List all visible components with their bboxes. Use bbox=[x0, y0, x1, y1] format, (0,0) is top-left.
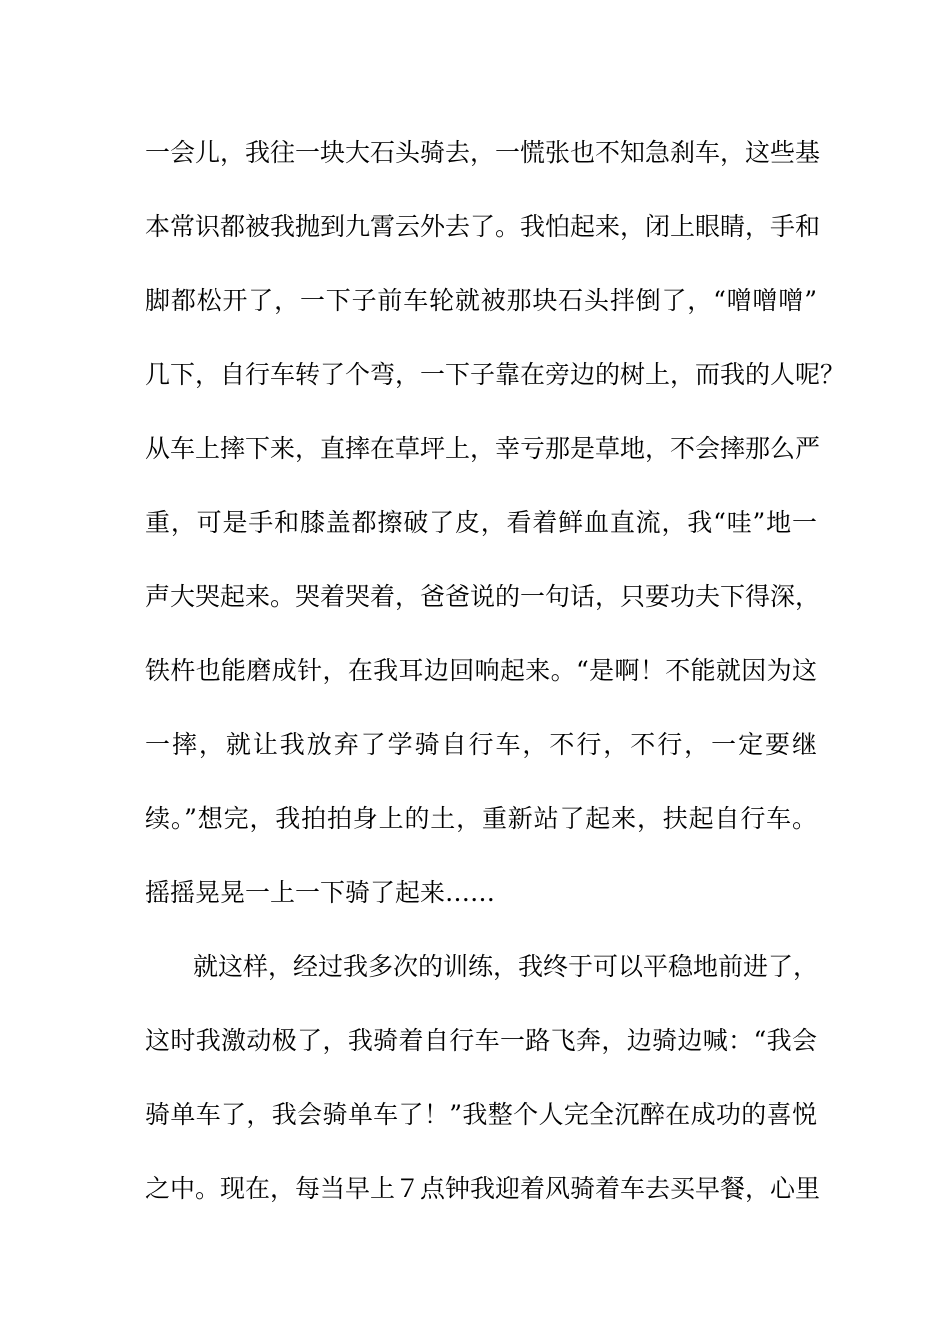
text-line: 一摔，就让我放弃了学骑自行车，不行，不行，一定要继 bbox=[145, 730, 817, 759]
text-line: 重，可是手和膝盖都擦破了皮，看着鲜血直流，我“哇”地一 bbox=[145, 508, 817, 537]
text-line: 这时我激动极了，我骑着自行车一路飞奔，边骑边喊：“我会 bbox=[145, 1026, 817, 1055]
text-line: 摇摇晃晃一上一下骑了起来…… bbox=[145, 878, 496, 907]
text-line: 脚都松开了，一下子前车轮就被那块石头拌倒了，“噌噌噌” bbox=[145, 286, 817, 315]
text-line: 一会儿，我往一块大石头骑去，一慌张也不知急刹车，这些基 bbox=[145, 138, 821, 167]
text-line: 铁杵也能磨成针，在我耳边回响起来。“是啊！不能就因为这 bbox=[145, 656, 817, 685]
text-line: 从车上摔下来，直摔在草坪上，幸亏那是草地，不会摔那么严 bbox=[145, 434, 821, 463]
text-line: 骑单车了，我会骑单车了！”我整个人完全沉醉在成功的喜悦 bbox=[145, 1100, 817, 1129]
text-line: 几下，自行车转了个弯，一下子靠在旁边的树上，而我的人呢？ bbox=[145, 360, 846, 389]
text-line: 本常识都被我抛到九霄云外去了。我怕起来，闭上眼睛，手和 bbox=[145, 212, 821, 241]
paragraph-first-line: 就这样，经过我多次的训练，我终于可以平稳地前进了， bbox=[193, 952, 819, 981]
text-line: 之中。现在，每当早上７点钟我迎着风骑着车去买早餐，心里 bbox=[145, 1174, 821, 1203]
text-line: 续。”想完，我拍拍身上的土，重新站了起来，扶起自行车。 bbox=[145, 804, 817, 833]
text-line: 声大哭起来。哭着哭着，爸爸说的一句话，只要功夫下得深， bbox=[145, 582, 821, 611]
